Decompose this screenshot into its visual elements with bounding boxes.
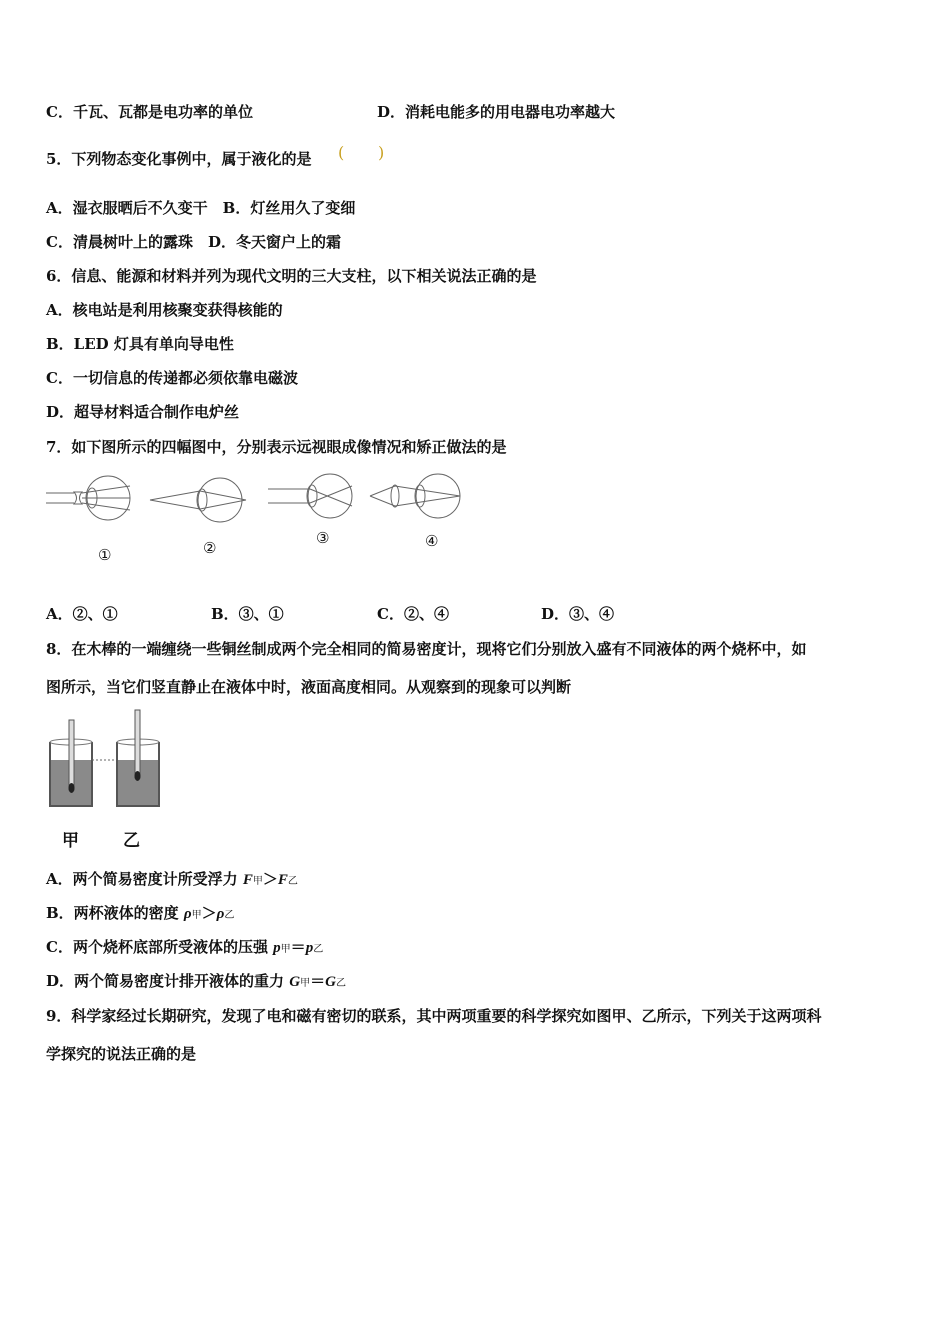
concave-lens — [74, 492, 82, 504]
q7-option-d: D．③、④ — [541, 605, 615, 623]
q6-stem: 6．信息、能源和材料并列为现代文明的三大支柱，以下相关说法正确的是 — [46, 267, 537, 285]
q7-option-b: B．③、① — [211, 605, 284, 623]
q4-option-d: D．消耗电能多的用电器电功率越大 — [377, 103, 616, 121]
densimeter-yi — [135, 710, 140, 778]
q4-option-c: C．千瓦、瓦都是电功率的单位 — [46, 103, 253, 121]
q6-option-d: D．超导材料适合制作电炉丝 — [46, 403, 240, 421]
q5-options-cd: C．清晨树叶上的露珠 D．冬天窗户上的霜 — [46, 233, 341, 251]
answer-paren-close: ) — [378, 143, 385, 162]
q8-option-a: A．两个简易密度计所受浮力 F甲＞F乙 — [46, 870, 298, 888]
q5-options-ab: A．湿衣服晒后不久变干 B．灯丝用久了变细 — [46, 199, 356, 217]
q9-stem-line2: 学探究的说法正确的是 — [46, 1045, 197, 1063]
q9-stem-line1: 9．科学家经过长期研究，发现了电和磁有密切的联系，其中两项重要的科学探究如图甲、乙所示，下列关于这两项科 — [46, 1007, 822, 1025]
q7-option-c: C．②、④ — [377, 605, 449, 623]
eye-label-4: ④ — [425, 532, 439, 550]
q8-stem-line1: 8．在木棒的一端缠绕一些铜丝制成两个完全相同的简易密度计，现将它们分别放入盛有不同液体的两个烧杯中，如 — [46, 640, 807, 658]
q6-option-b: B．LED 灯具有单向导电性 — [46, 335, 234, 353]
eye-diagram-3 — [268, 474, 363, 524]
eye-label-2: ② — [203, 539, 217, 557]
q6-option-c: C．一切信息的传递都必须依靠电磁波 — [46, 369, 298, 387]
q8-option-d: D．两个简易密度计排开液体的重力 G甲＝G乙 — [46, 972, 346, 990]
convex-lens — [391, 485, 399, 507]
q5-stem: 5．下列物态变化事例中，属于液化的是 — [46, 150, 312, 168]
q6-option-a: A．核电站是利用核聚变获得核能的 — [46, 301, 283, 319]
beaker-label-yi: 乙 — [123, 831, 140, 851]
beakers-figure — [46, 708, 176, 818]
eye-label-3: ③ — [316, 529, 330, 547]
q7-option-a: A．②、① — [46, 605, 118, 623]
densimeter-jia — [69, 720, 74, 790]
answer-paren-open: ( — [338, 143, 345, 162]
q8-option-b: B．两杯液体的密度 ρ甲＞ρ乙 — [46, 904, 235, 922]
q7-stem: 7．如下图所示的四幅图中，分别表示远视眼成像情况和矫正做法的是 — [46, 438, 507, 456]
q8-option-c: C．两个烧杯底部所受液体的压强 p甲＝p乙 — [46, 938, 324, 956]
eye-label-1: ① — [98, 546, 112, 564]
beaker-label-jia: 甲 — [62, 831, 79, 851]
eye-diagram-4 — [370, 474, 465, 524]
q8-stem-line2: 图所示，当它们竖直静止在液体中时，液面高度相同。从观察到的现象可以判断 — [46, 678, 572, 696]
eye-diagram-1 — [46, 478, 136, 528]
eye-diagram-2 — [150, 478, 250, 528]
